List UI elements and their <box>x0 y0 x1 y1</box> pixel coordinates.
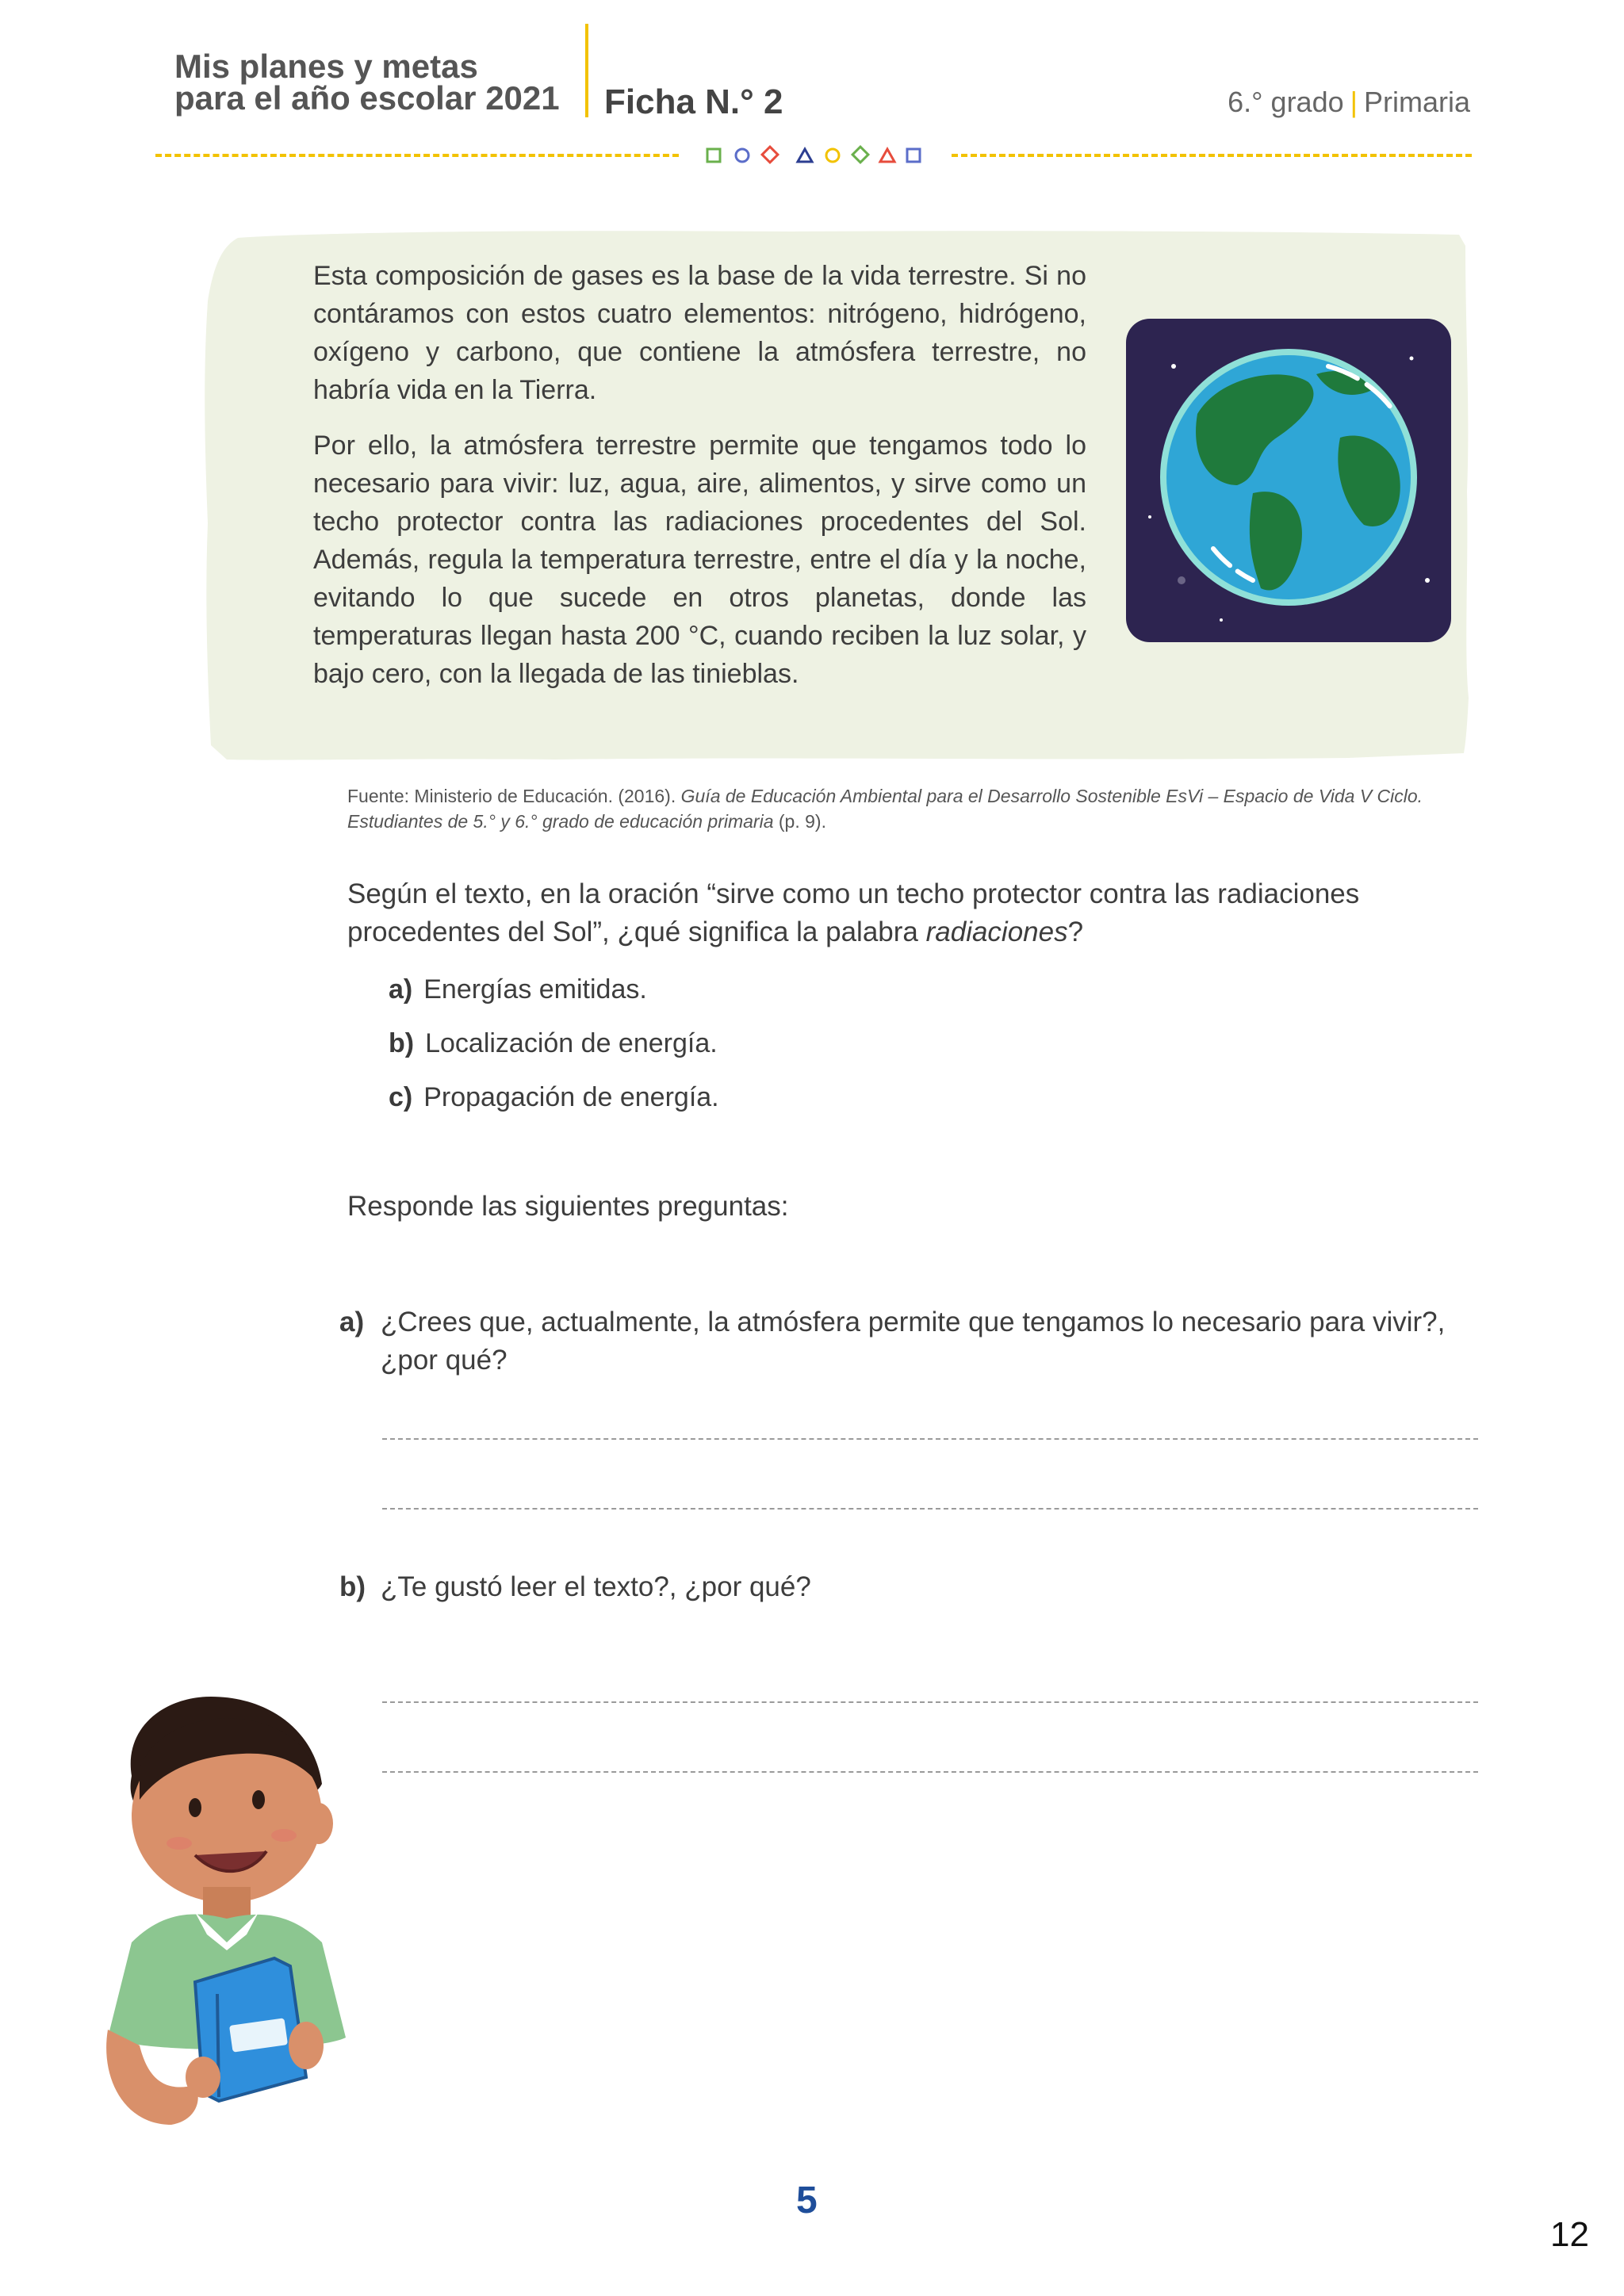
option-c[interactable] <box>389 1080 719 1115</box>
option-text: Propagación de energía. <box>423 1082 719 1112</box>
grade-divider: | <box>1350 86 1358 118</box>
source-suffix: (p. 9). <box>773 811 826 832</box>
answer-a-line-1[interactable] <box>382 1438 1478 1440</box>
level-text: Primaria <box>1363 86 1470 118</box>
ficha-label: Ficha N.° 2 <box>604 82 783 121</box>
answer-b-line-1[interactable] <box>382 1701 1478 1703</box>
source-title: Guía de Educación Ambiental para el Desarrollo Sostenible EsVi – Espacio de Vida V Ciclo. Estudiantes de 5.° y 6.° grado de educación primaria <box>347 786 1423 832</box>
question-a-text: ¿Crees que, actualmente, la atmósfera permite que tengamos lo necesario para vivir?, ¿por qué? <box>381 1307 1446 1376</box>
question-a <box>339 1303 1465 1380</box>
reading-paragraph-2: Por ello, la atmósfera terrestre permite que tengamos todo lo necesario para vivir: luz, agua, aire, alimentos, y sirve como un techo protector contra las radiaciones procedentes del Sol. Además, regula la temperatura terrestre, entre el día y la noche, evitando lo que sucede en otros planetas, donde las temperaturas llegan hasta 200 °C, cuando reciben la luz solar, y bajo cero, con la llegada de las tinieblas. <box>313 430 1086 689</box>
question-b-letter: b) <box>339 1571 366 1602</box>
boy-reading-illustration-icon <box>76 1681 393 2141</box>
option-letter: b) <box>389 1028 415 1058</box>
reading-paragraph-1: Esta composición de gases es la base de la vida terrestre. Si no contáramos con estos cuatro elementos: nitrógeno, hidrógeno, oxígeno y carbono, que contiene la atmósfera terrestre, no habría vida en la Tierra. <box>313 261 1086 405</box>
header-title-line1: Mis planes y metas <box>174 48 478 85</box>
question-before: Según el texto, en la oración “sirve como un techo protector contra las radiaciones procedentes del Sol”, ¿qué significa la palabra <box>347 878 1360 947</box>
option-letter: a) <box>389 974 413 1004</box>
option-b[interactable] <box>389 1026 718 1061</box>
question-b <box>339 1568 1465 1606</box>
page-number: 5 <box>796 2179 818 2221</box>
question-after: ? <box>1067 916 1084 947</box>
option-letter: c) <box>389 1082 413 1112</box>
corner-number: 12 <box>1550 2215 1589 2254</box>
option-text: Localización de energía. <box>425 1028 718 1058</box>
grade-text: 6.° grado <box>1228 86 1344 118</box>
question-a-letter: a) <box>339 1307 365 1337</box>
answer-a-line-2[interactable] <box>382 1508 1478 1510</box>
source-citation <box>347 783 1473 834</box>
question-keyword: radiaciones <box>925 916 1068 947</box>
option-text: Energías emitidas. <box>423 974 647 1004</box>
answer-b-line-2[interactable] <box>382 1771 1478 1773</box>
source-prefix: Fuente: Ministerio de Educación. (2016). <box>347 786 681 806</box>
question-b-text: ¿Te gustó leer el texto?, ¿por qué? <box>381 1571 811 1602</box>
question-text <box>347 875 1473 951</box>
header-title-line2: para el año escolar 2021 <box>174 79 560 117</box>
option-a[interactable] <box>389 972 647 1007</box>
respond-intro: Responde las siguientes preguntas: <box>347 1191 789 1222</box>
earth-illustration-icon <box>1126 319 1451 642</box>
